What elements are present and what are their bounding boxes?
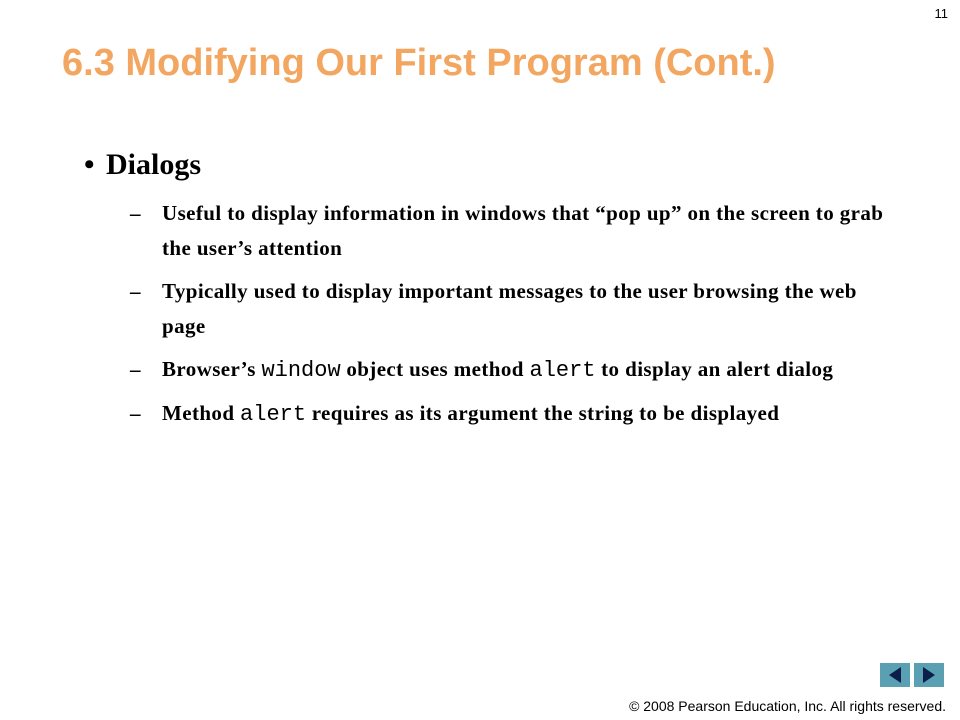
- dash-marker: –: [130, 401, 141, 425]
- code-alert: alert: [529, 358, 596, 383]
- page-number: 11: [934, 6, 948, 21]
- sub-bullet-text: [162, 352, 902, 388]
- slide-navigation: [880, 663, 944, 687]
- next-slide-button[interactable]: [914, 663, 944, 687]
- sub-bullet-item: [130, 196, 914, 266]
- sub-bullet-item: [130, 352, 914, 388]
- text-segment: Method: [162, 401, 241, 425]
- previous-slide-button[interactable]: [880, 663, 910, 687]
- slide-title: 6.3 Modifying Our First Program (Cont.): [62, 42, 776, 84]
- sub-bullet-item: [130, 274, 914, 344]
- dash-marker: –: [130, 357, 141, 381]
- main-bullet: [84, 148, 914, 182]
- code-window: window: [261, 358, 341, 383]
- sub-bullet-item: [130, 396, 914, 432]
- slide-content: [84, 148, 914, 440]
- bullet-heading: Dialogs: [106, 148, 202, 181]
- text-segment: requires as its argument the string to be displayed: [306, 401, 780, 425]
- text-segment: to display an alert dialog: [595, 357, 834, 381]
- bullet-marker: •: [84, 148, 95, 181]
- text-segment: object uses method: [340, 357, 530, 381]
- code-alert: alert: [240, 402, 307, 427]
- sub-bullet-text: Typically used to display important messages to the user browsing the web page: [162, 279, 857, 338]
- sub-bullet-list: [130, 196, 914, 432]
- sub-bullet-text: [162, 396, 902, 432]
- dash-marker: –: [130, 279, 141, 303]
- dash-marker: –: [130, 201, 141, 225]
- text-segment: Browser’s: [162, 357, 262, 381]
- right-arrow-icon: [921, 666, 937, 684]
- sub-bullet-text: Useful to display information in windows that “pop up” on the screen to grab the user’s attention: [162, 201, 884, 260]
- copyright-footer: © 2008 Pearson Education, Inc. All rights reserved.: [629, 698, 946, 714]
- left-arrow-icon: [887, 666, 903, 684]
